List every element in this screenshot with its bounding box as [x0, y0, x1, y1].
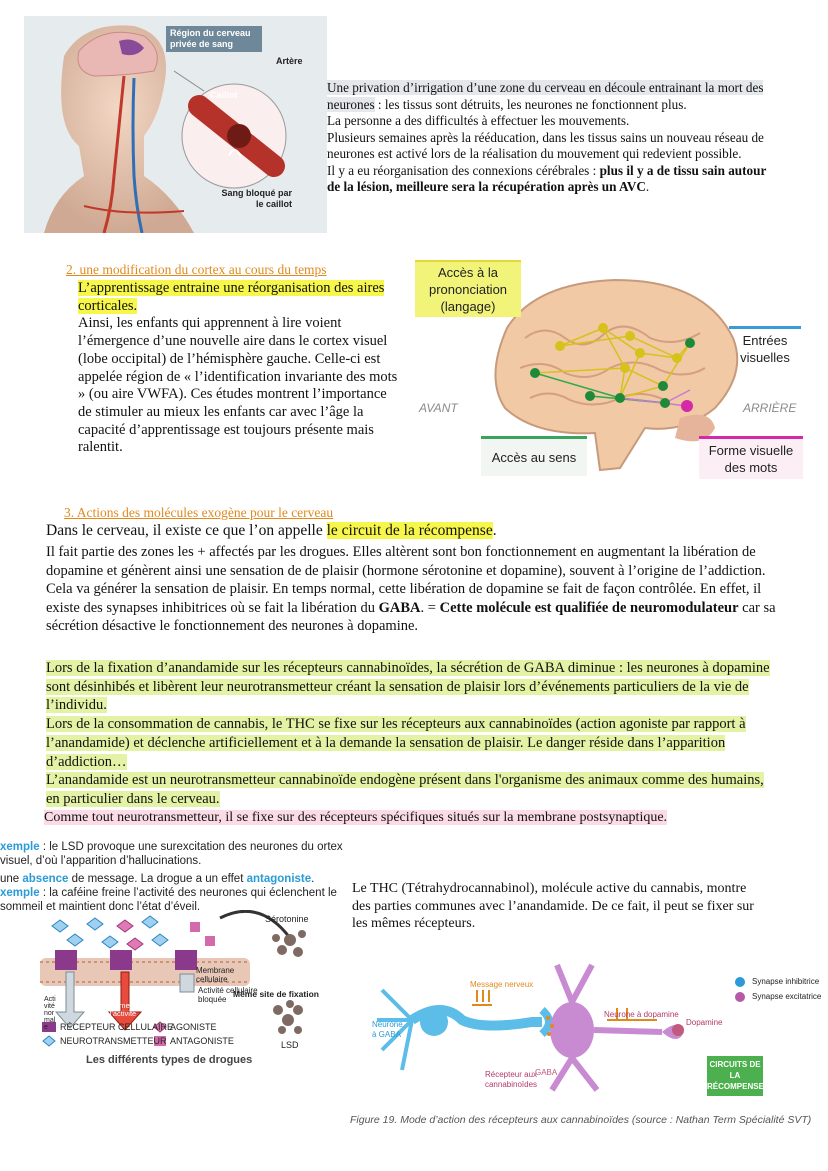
- section3-paragraph: [46, 543, 782, 636]
- brain-figure: [415, 258, 811, 482]
- label-neurone-gaba: Neurone à GABA: [372, 1020, 403, 1039]
- neuromodulateur-bold: Cette molécule est qualifiée de neuromodulateur: [439, 599, 739, 616]
- label-activite-bloquee: Activité cellulaire bloquée: [198, 986, 258, 1004]
- legend-recepteur: RÉCEPTEUR CELLULAIRE: [60, 1022, 174, 1032]
- legend-neurotransmetteur: NEUROTRANSMETTEUR: [60, 1036, 167, 1046]
- ex2-antagoniste: antagoniste: [246, 873, 312, 885]
- circuit-recompense-highlight: le circuit de la récompense: [326, 522, 493, 539]
- section3-line1: [46, 521, 497, 540]
- section3-heading: 3. Actions des molécules exogène pour le cerveau: [64, 505, 334, 520]
- green-paragraph-2: Lors de la consommation de cannabis, le THC se fixe sur les récepteurs aux cannabinoïdes (action agoniste par rapport à l’anandamide) et déclenche artificiellement et à la demande la sensation de plaisir. Le danger réside dans l’apparition d’addiction…: [46, 716, 746, 770]
- label-sang-bloque: Sang bloqué par le caillot: [221, 188, 292, 209]
- section3-p2: Il fait partie des zones les + affectés par les drogues. Elles altèrent sont bon fonctionnement en augmentant la libération de dopamine et génèrent ainsi une sensation de de plaisir (hormone sérotonine et dopamine), souvent à l’origine de l’addiction. Cela va générer la sensation de plaisir. En temps normal, cette libération de dopamine se fait de façon contrôlée. En effet, il existe des synapses inhibitrices où se fait la libération du: [46, 544, 766, 616]
- section3-line1c: .: [492, 522, 497, 539]
- section2-body: Ainsi, les enfants qui apprennent à lire voient l’émergence d’une nouvelle aire dans le cortex visuel (lobe occipital) de l’hémisphère gauche. Celle-ci est appelée région de « l’identification invariante des mots » (ou aire VWFA). Ces études montrent l’importance de stimuler au mieux les enfants car avec l’âge la capacité d’apprentissage est toujours présente mais ralentit.: [78, 315, 398, 456]
- section3-p2c: . =: [420, 599, 440, 616]
- avc-text-p4b: plus il y a de tissu sain autour de la lésion, meilleure sera la récupération après un AVC: [327, 162, 767, 194]
- avc-text: [327, 80, 767, 196]
- legend-agoniste: AGONISTE: [170, 1022, 217, 1032]
- label-dopamine: Dopamine: [686, 1018, 723, 1027]
- drug-figure-text: [0, 840, 350, 914]
- avc-figure: [24, 16, 327, 233]
- avc-text-p4c: .: [645, 179, 650, 194]
- label-serotonine: Sérotonine: [265, 914, 309, 924]
- figure19-caption: Figure 19. Mode d’action des récepteurs aux cannabinoïdes (source : Nathan Term Spécialité SVT): [350, 1114, 812, 1126]
- section2-highlight: L’apprentissage entraine une réorganisation des aires corticales.: [78, 280, 385, 314]
- section3-green-block: [46, 659, 776, 809]
- section2-heading: 2. une modification du cortex au cours du temps: [66, 262, 327, 277]
- label-recepteur-cannabinoides: Récepteur aux cannabinoïdes: [484, 1070, 538, 1089]
- gaba-bold: GABA: [378, 599, 421, 616]
- label-augmente-activite: Augmente l'activité: [105, 1001, 141, 1018]
- avc-text-p4a: Il y a eu réorganisation des connexions cérébrales :: [327, 162, 600, 178]
- label-region-privee: Région du cerveau privée de sang: [166, 26, 262, 52]
- label-activite-normale: Activité normale: [44, 996, 56, 1031]
- label-caillot: Caillot: [210, 90, 238, 100]
- avc-text-p1: Une privation d’irrigation d’une zone du cerveau en découle entrainant la mort des neurones: [327, 80, 764, 112]
- label-gaba: GABA: [535, 1068, 558, 1077]
- drug-types-figure: [0, 910, 345, 1070]
- neuron-figure: [372, 960, 822, 1100]
- label-forme-visuelle: Forme visuelle des mots: [699, 436, 803, 479]
- label-membrane: Membrane cellulaire: [196, 966, 235, 984]
- ex2e: .: [311, 873, 315, 885]
- avc-text-p1b: : les tissus sont détruits, les neurones ne fonctionnent plus.: [374, 96, 687, 112]
- exemple-text-1: : le LSD provoque une surexcitation des neurones du ortex visuel, d’où l’apparition d’hallucinations.: [0, 841, 343, 867]
- avc-text-p3: Plusieurs semaines après la rééducation, dans les tissus sains un nouveau réseau de neurones est activé lors de la réalisation du mouvement qui redevient possible.: [327, 129, 764, 161]
- ex2a: une: [0, 873, 23, 885]
- label-lsd: LSD: [281, 1040, 299, 1050]
- label-circuits-recompense: CIRCUITS DE LA RÉCOMPENSE: [707, 1060, 764, 1091]
- label-arriere: ARRIÈRE: [743, 401, 797, 415]
- section2-text: [78, 280, 398, 457]
- ex2c: de message. La drogue a un effet: [68, 873, 247, 885]
- exemple-text-2: : la caféine freine l’activité des neurones qui éclenchent le sommeil et maintient donc l’état d’éveil.: [0, 887, 337, 913]
- label-neurone-dopamine: Neurone à dopamine: [604, 1010, 679, 1019]
- avc-text-p2: La personne a des difficultés à effectuer les mouvements.: [327, 113, 630, 128]
- label-meme-site: Même site de fixation: [233, 989, 319, 999]
- section3-line1a: Dans le cerveau, il existe ce que l’on appelle: [46, 522, 327, 539]
- section3-pink: [44, 809, 804, 827]
- exemple-label-2: xemple: [0, 887, 40, 899]
- label-artere: Artère: [276, 56, 303, 66]
- exemple-label-1: xemple: [0, 841, 40, 853]
- section3-p2e: car sa sécrétion désactive le fonctionnement des neurones à dopamine.: [46, 599, 776, 634]
- label-synapse-inhibitrice: Synapse inhibitrice: [752, 977, 820, 986]
- drug-figure-caption: Les différents types de drogues: [86, 1054, 253, 1066]
- label-synapse-excitatrice: Synapse excitatrice: [752, 992, 822, 1001]
- label-avant: AVANT: [419, 401, 458, 415]
- label-message-nerveux: Message nerveux: [470, 980, 534, 989]
- label-entrees-visuelles: Entrées visuelles: [729, 326, 801, 366]
- green-paragraph-1: Lors de la fixation d’anandamide sur les récepteurs cannabinoïdes, la sécrétion de GABA diminue : les neurones à dopamine sont désinhibés et libèrent leur neurotransmetteur créant la sensation de plaisir lors d’événements particuliers de la vie de l’individu.: [46, 660, 770, 714]
- label-acces-prononciation: Accès à la prononciation (langage): [415, 260, 521, 317]
- label-acces-sens: Accès au sens: [481, 436, 587, 476]
- pink-sentence: Comme tout neurotransmetteur, il se fixe sur des récepteurs spécifiques situés sur la membrane postsynaptique.: [44, 810, 668, 825]
- legend-antagoniste: ANTAGONISTE: [170, 1036, 234, 1046]
- ex2-absence: absence: [22, 873, 69, 885]
- thc-text: Le THC (Tétrahydrocannabinol), molécule active du cannabis, montre des parties communes avec l’anandamide. De ce fait, il peut se fixer sur les mêmes récepteurs.: [352, 881, 754, 931]
- green-paragraph-3: L’anandamide est un neurotransmetteur cannabinoïde endogène présent dans l'organisme des animaux comme des humains, en particulier dans le cerveau.: [46, 772, 764, 807]
